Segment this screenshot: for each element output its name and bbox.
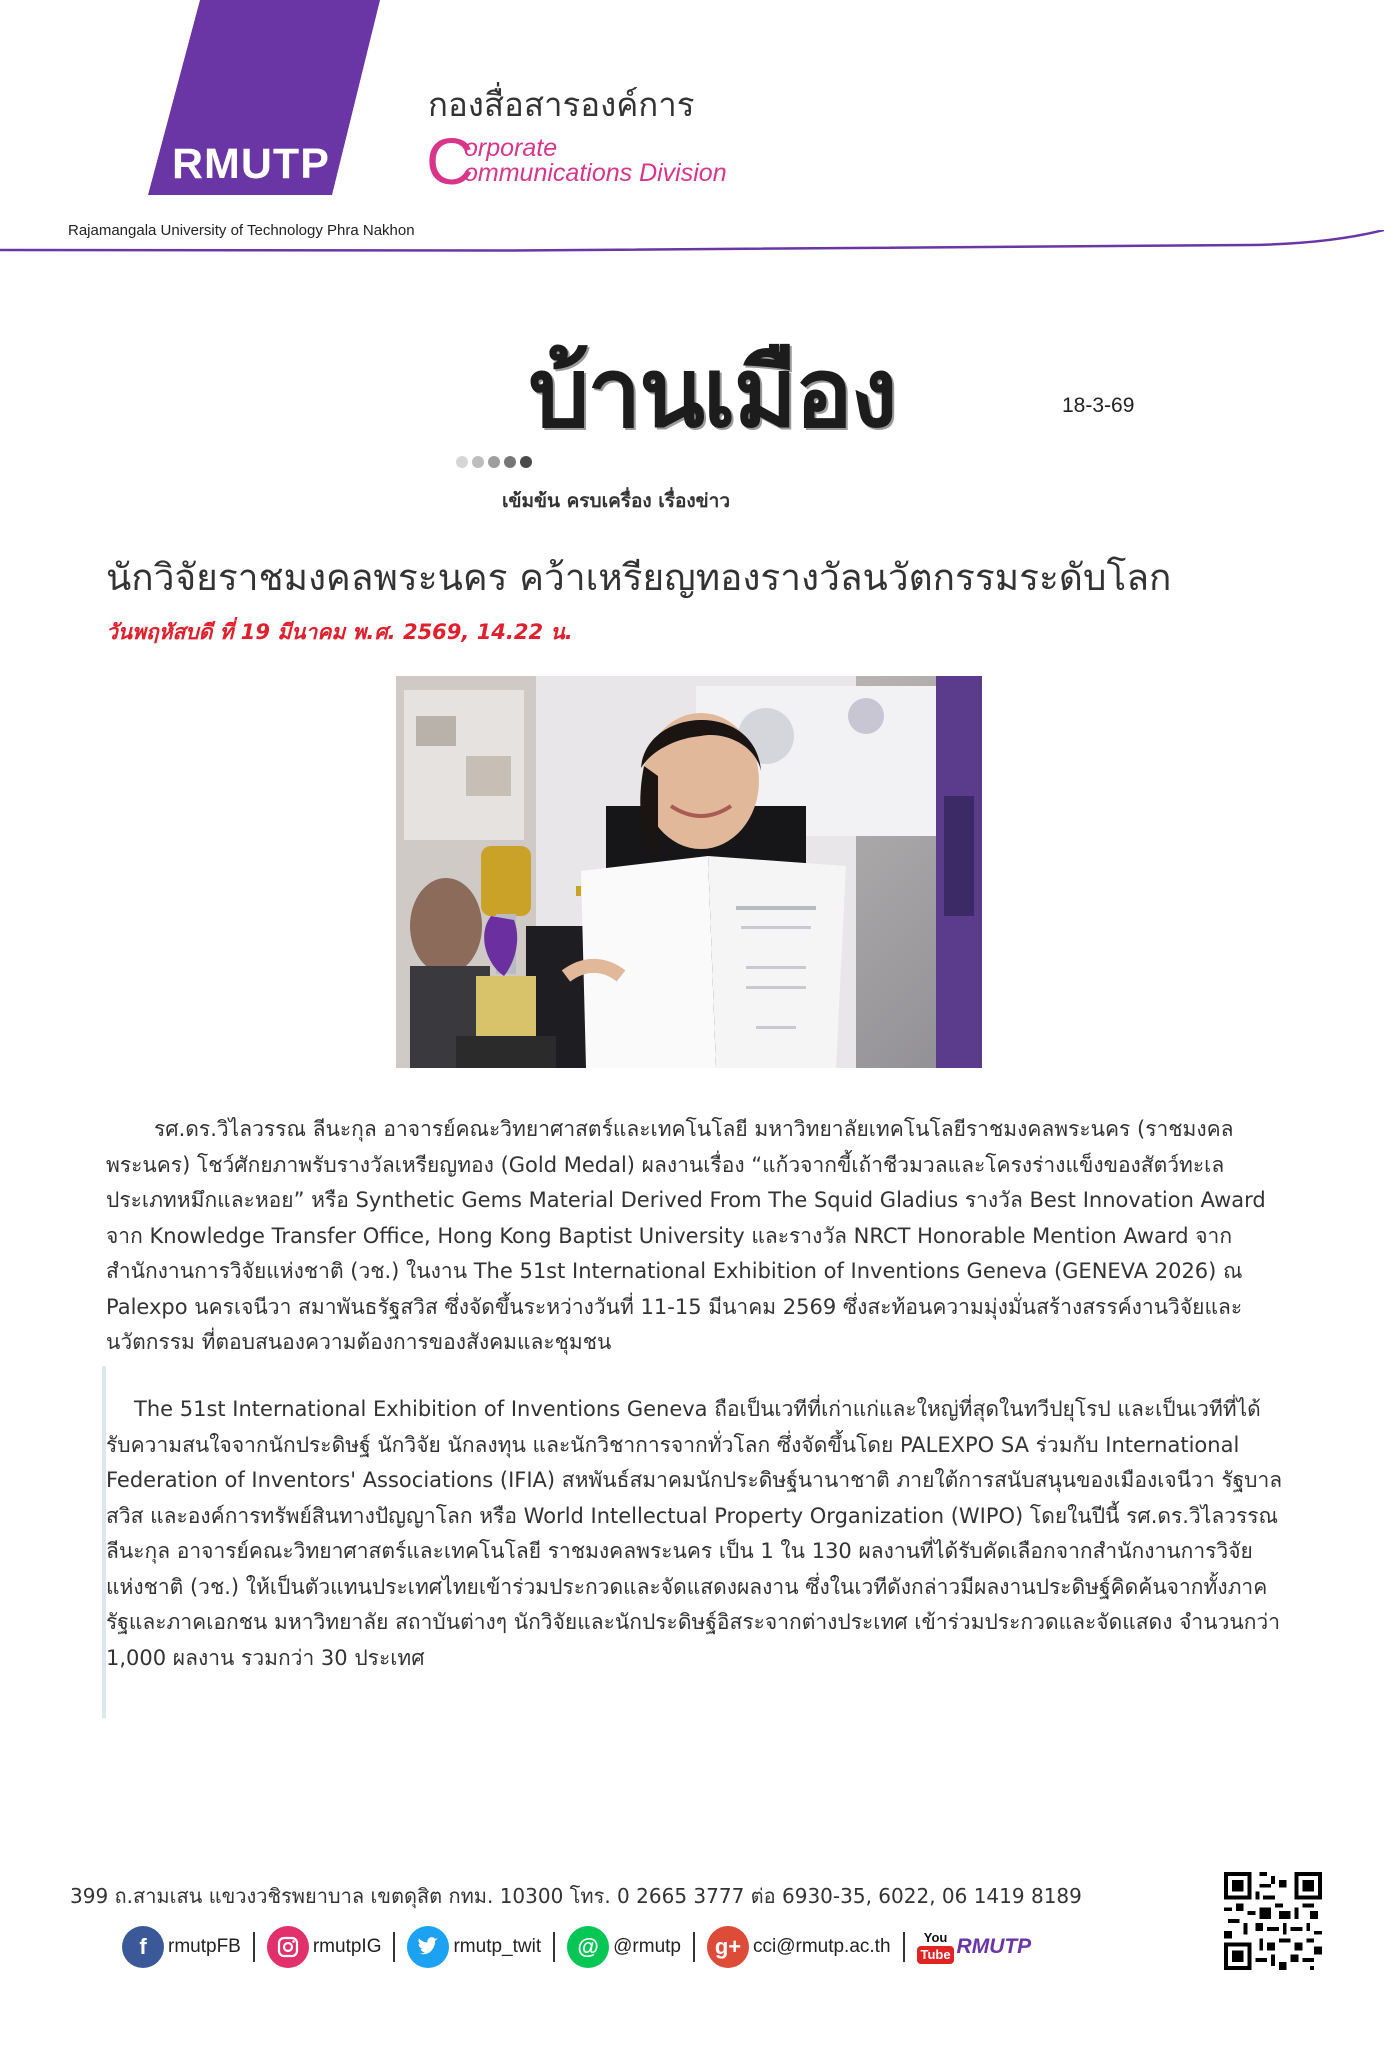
social-twitter[interactable] <box>407 1926 541 1968</box>
article-photo <box>396 676 982 1068</box>
article-paragraph-2 <box>106 1392 1284 1676</box>
newspaper-slogan: เข้มข้น ครบเครื่อง เรื่องข่าว <box>502 490 730 512</box>
newspaper-masthead <box>452 338 972 520</box>
newspaper-logo: บ้านเมือง <box>528 337 896 449</box>
twitter-icon <box>407 1926 449 1968</box>
publish-date: วันพฤหัสบดี ที่ 19 มีนาคม พ.ศ. 2569, 14.22 น. <box>106 620 573 644</box>
facebook-icon: f <box>122 1926 164 1968</box>
divider <box>393 1932 395 1962</box>
divider <box>253 1932 255 1962</box>
youtube-icon-bottom: Tube <box>917 1946 953 1964</box>
twitter-label: rmutp_twit <box>453 1936 542 1957</box>
instagram-icon <box>267 1926 309 1968</box>
instagram-label: rmutpIG <box>312 1936 382 1957</box>
google-plus-icon: g+ <box>707 1926 749 1968</box>
social-email[interactable] <box>707 1926 891 1968</box>
youtube-icon-top: You <box>923 1930 948 1945</box>
youtube-icon <box>917 1927 955 1967</box>
social-facebook[interactable] <box>122 1926 241 1968</box>
clipping-date: 18-3-69 <box>1062 394 1135 417</box>
social-youtube[interactable] <box>917 1927 1032 1967</box>
email-label: cci@rmutp.ac.th <box>752 1936 891 1957</box>
article-headline: นักวิจัยราชมงคลพระนคร คว้าเหรียญทองรางวัลนวัตกรรมระดับโลก <box>106 556 1172 599</box>
article-paragraph-1 <box>106 1112 1284 1361</box>
header-swoosh-line <box>0 230 1384 270</box>
university-name: Rajamangala University of Technology Phra Nakhon <box>68 222 415 239</box>
line-icon: @ <box>567 1926 609 1968</box>
divider <box>693 1932 695 1962</box>
paragraph-1-text: รศ.ดร.วิไลวรรณ ลีนะกุล อาจารย์คณะวิทยาศาสตร์และเทคโนโลยี มหาวิทยาลัยเทคโนโลยีราชมงคลพระนคร (ราชมงคลพระนคร) โชว์ศักยภาพรับรางวัลเหรียญทอง (Gold Medal) ผลงานเรื่อง “แก้วจากขี้เถ้าชีวมวลและโครงร่างแข็งของสัตว์ทะเลประเภทหมึกและหอย” หรือ Synthetic Gems Material Derived From The Squid Gladius รางวัล Best Innovation Award จาก Knowledge Transfer Office, Hong Kong Baptist University และรางวัล NRCT Honorable Mention Award จากสำนักงานการวิจัยแห่งชาติ (วช.) ในงาน The 51st International Exhibition of Inventions Geneva (GENEVA 2026) ณ Palexpo นครเจนีวา สมาพันธรัฐสวิส ซึ่งจัดขึ้นระหว่างวันที่ 11-15 มีนาคม 2569 ซึ่งสะท้อนความมุ่งมั่นสร้างสรรค์งานวิจัยและนวัตกรรม ที่ตอบสนองความต้องการของสังคมและชุมชน <box>106 1117 1266 1354</box>
social-instagram[interactable] <box>267 1926 382 1968</box>
line-label: @rmutp <box>613 1936 681 1957</box>
youtube-label: RMUTP <box>956 1935 1032 1958</box>
paragraph-2-text: The 51st International Exhibition of Inventions Geneva ถือเป็นเวทีที่เก่าแก่และใหญ่ที่สุดในทวีปยุโรป และเป็นเวทีที่ได้รับความสนใจจากนักประดิษฐ์ นักวิจัย นักลงทุน และนักวิชาการจากทั่วโลก ซึ่งจัดขึ้นโดย PALEXPO SA ร่วมกับ International Federation of Inventors' Associations (IFIA) สหพันธ์สมาคมนักประดิษฐ์นานาชาติ ภายใต้การสนับสนุนของเมืองเจนีวา รัฐบาลสวิส และองค์การทรัพย์สินทางปัญญาโลก หรือ World Intellectual Property Organization (WIPO) โดยในปีนี้ รศ.ดร.วิไลวรรณ ลีนะกุล อาจารย์คณะวิทยาศาสตร์และเทคโนโลยี ราชมงคลพระนคร เป็น 1 ใน 130 ผลงานที่ได้รับคัดเลือกจากสำนักงานการวิจัยแห่งชาติ (วช.) ให้เป็นตัวแทนประเทศไทยเข้าร่วมประกวดและจัดแสดงผลงาน ซึ่งในเวทีดังกล่าวมีผลงานประดิษฐ์คิดค้นจากทั้งภาครัฐและภาคเอกชน มหาวิทยาลัย สถาบันต่างๆ นักวิจัยและนักประดิษฐ์อิสระจากต่างประเทศ เข้าร่วมประกวดและจัดแสดง จำนวนกว่า 1,000 ผลงาน รวมกว่า 30 ประเทศ <box>106 1397 1283 1670</box>
masthead-dots-icon <box>452 452 572 472</box>
social-line[interactable] <box>567 1926 681 1968</box>
social-links <box>122 1924 1031 1970</box>
rmutp-logo: RMUTP <box>172 140 330 188</box>
divider <box>903 1932 905 1962</box>
division-name-thai: กองสื่อสารองค์การ <box>428 85 695 124</box>
facebook-label: rmutpFB <box>168 1936 241 1957</box>
divider <box>553 1932 555 1962</box>
contact-address: 399 ถ.สามเสน แขวงวชิรพยาบาล เขตดุสิต กทม. 10300 โทร. 0 2665 3777 ต่อ 6930-35, 6022, 06 1419 8189 <box>70 1884 1082 1908</box>
division-line-2: ommunications Division <box>464 159 727 187</box>
qr-code[interactable] <box>1224 1872 1322 1970</box>
division-initial-c: C <box>426 124 474 198</box>
division-line-1: orporate <box>464 134 558 162</box>
